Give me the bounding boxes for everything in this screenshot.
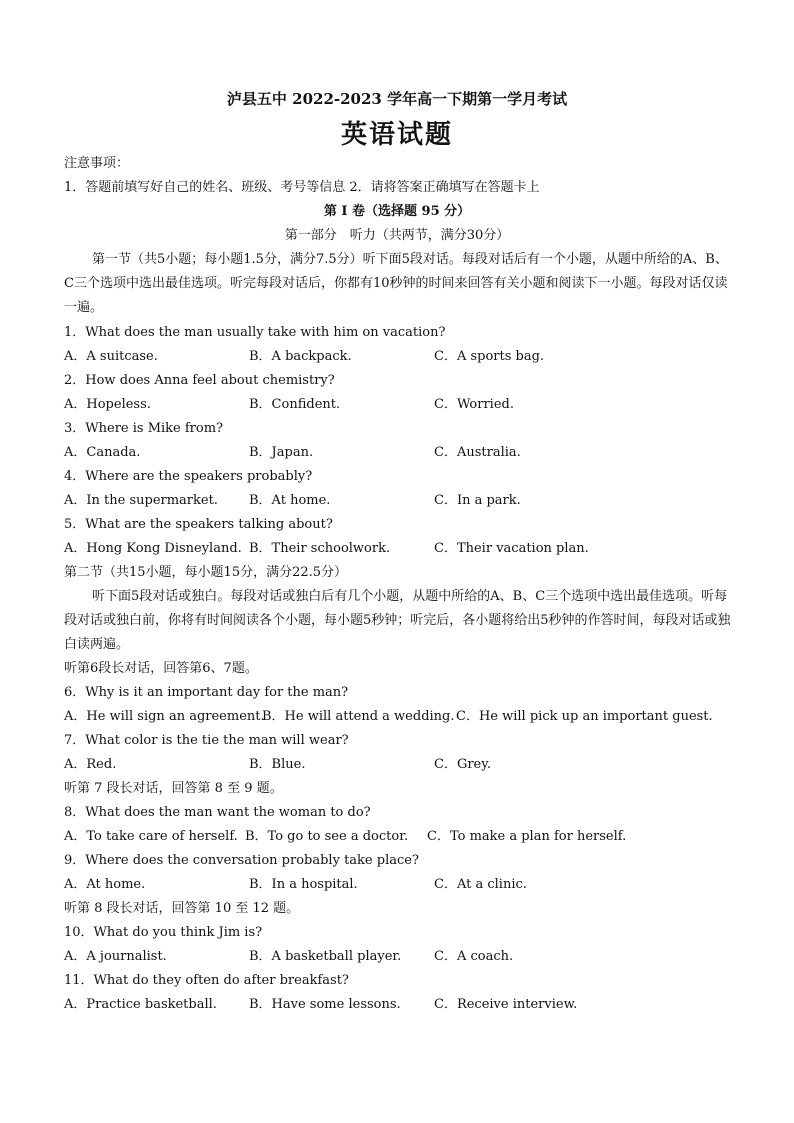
q1-option-c: C．A sports bag. bbox=[434, 349, 545, 364]
q6-option-c: C．He will pick up an important guest. bbox=[456, 709, 713, 724]
dialog-8-instruction: 听第 8 段长对话，回答第 10 至 12 题。 bbox=[64, 901, 300, 916]
q3-option-a: A．Canada. bbox=[64, 445, 141, 460]
question-1: 1．What does the man usually take with him on vacation? bbox=[64, 325, 446, 340]
question-11: 11．What do they often do after breakfast? bbox=[64, 973, 349, 988]
question-2: 2．How does Anna feel about chemistry? bbox=[64, 373, 335, 388]
q2-option-c: C．Worried. bbox=[434, 397, 514, 412]
question-9: 9．Where does the conversation probably take place? bbox=[64, 853, 419, 868]
section2-intro: 听下面5段对话或独白。每段对话或独白后有几个小题，从题中所给的A、B、C三个选项中选出最佳选项。听每段对话或独白前，你将有时间阅读各个小题，每小题5秒钟；听完后，各小题将给出5秒钟的作答时间，每段对话或独白读两遍。 bbox=[64, 589, 731, 652]
q7-option-c: C．Grey. bbox=[434, 757, 491, 772]
q6-option-b: B．He will attend a wedding. bbox=[262, 709, 455, 724]
exam-title: 泸县五中 2022-2023 学年高一下期第一学月考试 bbox=[226, 90, 568, 108]
q9-option-a: A．At home. bbox=[64, 877, 146, 892]
notice-heading: 注意事项： bbox=[64, 156, 130, 171]
question-7: 7．What color is the tie the man will wear? bbox=[64, 733, 349, 748]
q5-option-b: B．Their schoolwork. bbox=[249, 541, 391, 556]
q9-option-c: C．At a clinic. bbox=[434, 877, 527, 892]
q4-option-b: B．At home. bbox=[249, 493, 331, 508]
question-6: 6．Why is it an important day for the man? bbox=[64, 685, 349, 700]
q5-option-c: C．Their vacation plan. bbox=[434, 541, 589, 556]
question-3: 3．Where is Mike from? bbox=[64, 421, 224, 436]
question-4: 4．Where are the speakers probably? bbox=[64, 469, 313, 484]
q5-option-a: A．Hong Kong Disneyland. bbox=[64, 541, 242, 556]
subject-title: 英语试题 bbox=[340, 120, 453, 150]
q7-option-a: A．Red. bbox=[64, 757, 117, 772]
q1-option-b: B．A backpack. bbox=[249, 349, 352, 364]
notice-text: 1．答题前填写好自己的姓名、班级、考号等信息 2．请将答案正确填写在答题卡上 bbox=[64, 180, 540, 195]
q2-option-b: B．Confident. bbox=[249, 397, 341, 412]
q3-option-c: C．Australia. bbox=[434, 445, 521, 460]
q2-option-a: A．Hopeless. bbox=[64, 397, 151, 412]
q10-option-c: C．A coach. bbox=[434, 949, 514, 964]
dialog-7-instruction: 听第 7 段长对话，回答第 8 至 9 题。 bbox=[64, 781, 283, 796]
q8-option-a: A．To take care of herself. bbox=[64, 829, 238, 844]
q11-option-b: B．Have some lessons. bbox=[249, 997, 401, 1012]
q4-option-a: A．In the supermarket. bbox=[64, 493, 218, 508]
q11-option-c: C．Receive interview. bbox=[434, 997, 578, 1012]
q7-option-b: B．Blue. bbox=[249, 757, 306, 772]
q6-option-a: A．He will sign an agreement. bbox=[64, 709, 265, 724]
question-10: 10．What do you think Jim is? bbox=[64, 925, 263, 940]
q9-option-b: B．In a hospital. bbox=[249, 877, 358, 892]
q10-option-b: B．A basketball player. bbox=[249, 949, 402, 964]
q3-option-b: B．Japan. bbox=[249, 445, 314, 460]
q8-option-c: C．To make a plan for herself. bbox=[427, 829, 627, 844]
question-8: 8．What does the man want the woman to do? bbox=[64, 805, 371, 820]
question-5: 5．What are the speakers talking about? bbox=[64, 517, 333, 532]
section2-heading: 第二节（共15小题，每小题15分，满分22.5分） bbox=[64, 565, 348, 580]
q10-option-a: A．A journalist. bbox=[64, 949, 167, 964]
q1-option-a: A．A suitcase. bbox=[64, 349, 158, 364]
section1-intro: 第一节（共5小题；每小题1.5分，满分7.5分）听下面5段对话。每段对话后有一个小题，从题中所给的A、B、C三个选项中选出最佳选项。听完每段对话后，你都有10秒钟的时间来回答有关小题和阅读下一小题。每段对话仅读一遍。 bbox=[64, 252, 728, 315]
volume-heading: 第 I 卷（选择题 95 分） bbox=[323, 204, 471, 219]
q4-option-c: C．In a park. bbox=[434, 493, 521, 508]
dialog-6-instruction: 听第6段长对话，回答第6、7题。 bbox=[64, 661, 258, 676]
q8-option-b: B．To go to see a doctor. bbox=[245, 829, 409, 844]
part-heading: 第一部分 听力（共两节，满分30分） bbox=[284, 228, 510, 243]
q11-option-a: A．Practice basketball. bbox=[64, 997, 217, 1012]
